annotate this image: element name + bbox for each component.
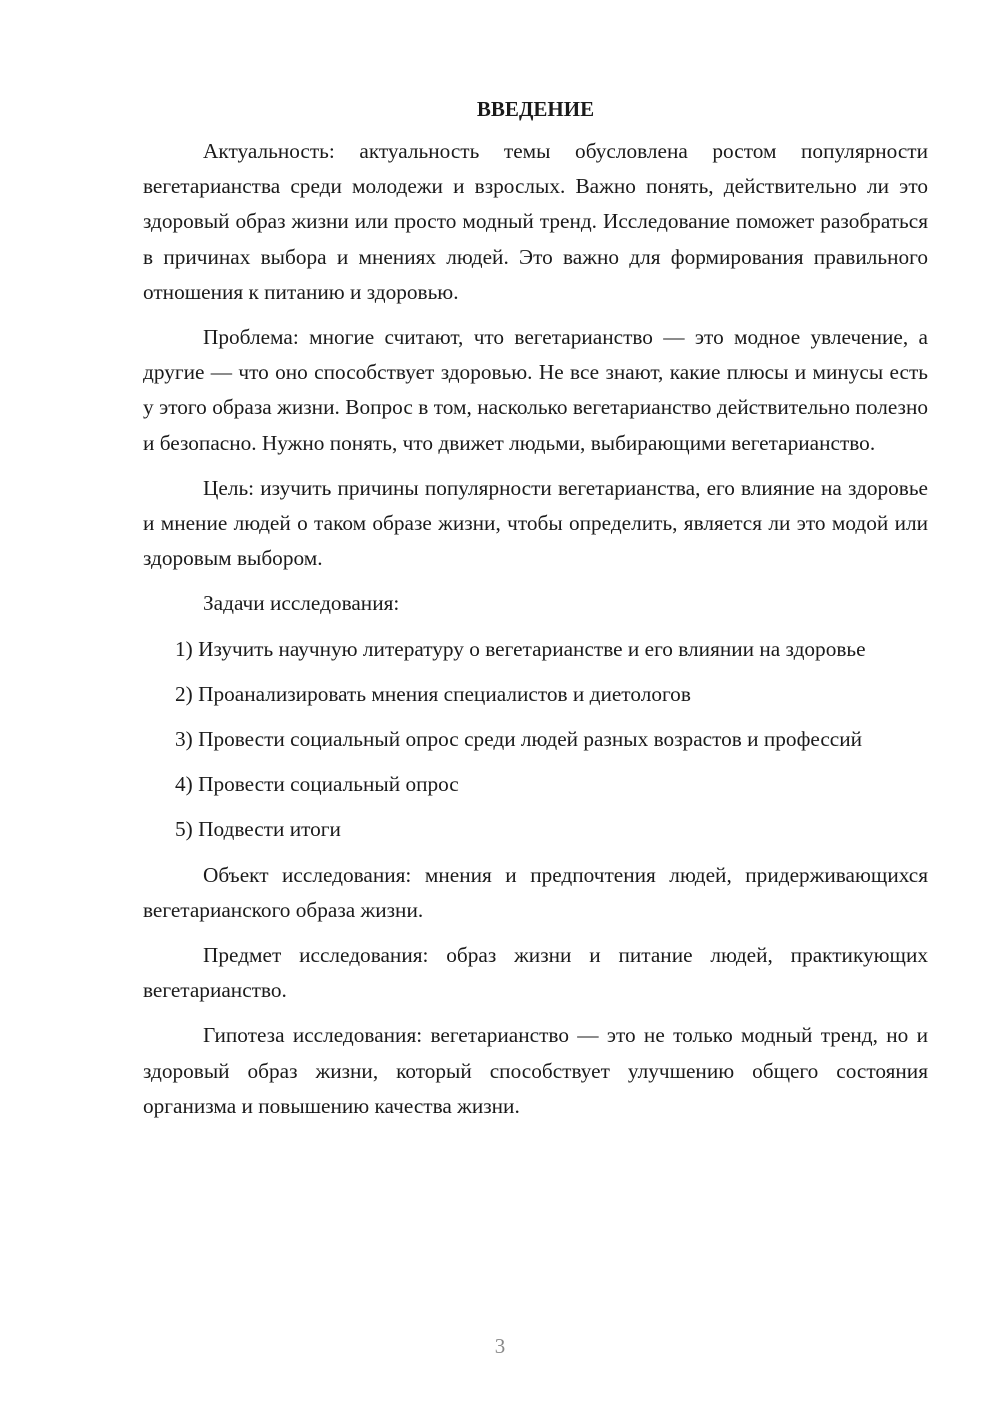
page-number: 3 [494, 1334, 506, 1358]
document-title: ВВЕДЕНИЕ [476, 97, 595, 121]
paragraph-goal: Цель: изучить причины популярности вегетарианства, его влияние на здоровье и мнение людей о таком образе жизни, чтобы определить, является ли это модой или здоровым выбором. [143, 475, 928, 571]
paragraph-problem: Проблема: многие считают, что вегетарианство — это модное увлечение, а другие — что оно способствует здоровью. Не все знают, какие плюсы и минусы есть у этого образа жизни. Вопрос в том, насколько вегетарианство действительно полезно и безопасно. Нужно понять, что движет людьми, выбирающими вегетарианство. [143, 325, 928, 455]
paragraph-relevance: Актуальность: актуальность темы обусловлена ростом популярности вегетарианства среди молодежи и взрослых. Важно понять, действительно ли это здоровый образ жизни или просто модный тренд. Исследование поможет разобраться в причинах выбора и мнениях людей. Это важно для формирования правильного отношения к питанию и здоровью. [143, 139, 928, 304]
task-item-3: 3) Провести социальный опрос среди людей разных возрастов и профессий [175, 727, 863, 752]
task-item-1: 1) Изучить научную литературу о вегетарианстве и его влиянии на здоровье [175, 636, 866, 661]
task-item-5: 5) Подвести итоги [175, 817, 341, 842]
paragraph-hypothesis: Гипотеза исследования: вегетарианство — это не только модный тренд, но и здоровый образ жизни, который способствует улучшению общего состояния организма и повышению качества жизни. [143, 1023, 928, 1118]
document-page [143, 92, 928, 1124]
task-item-2: 2) Проанализировать мнения специалистов и диетологов [175, 681, 691, 706]
task-item-4: 4) Провести социальный опрос [175, 772, 459, 797]
paragraph-subject: Предмет исследования: образ жизни и питание людей, практикующих вегетарианство. [143, 943, 928, 1003]
tasks-heading: Задачи исследования: [203, 591, 400, 616]
paragraph-object: Объект исследования: мнения и предпочтения людей, придерживающихся вегетарианского образа жизни. [143, 862, 928, 922]
